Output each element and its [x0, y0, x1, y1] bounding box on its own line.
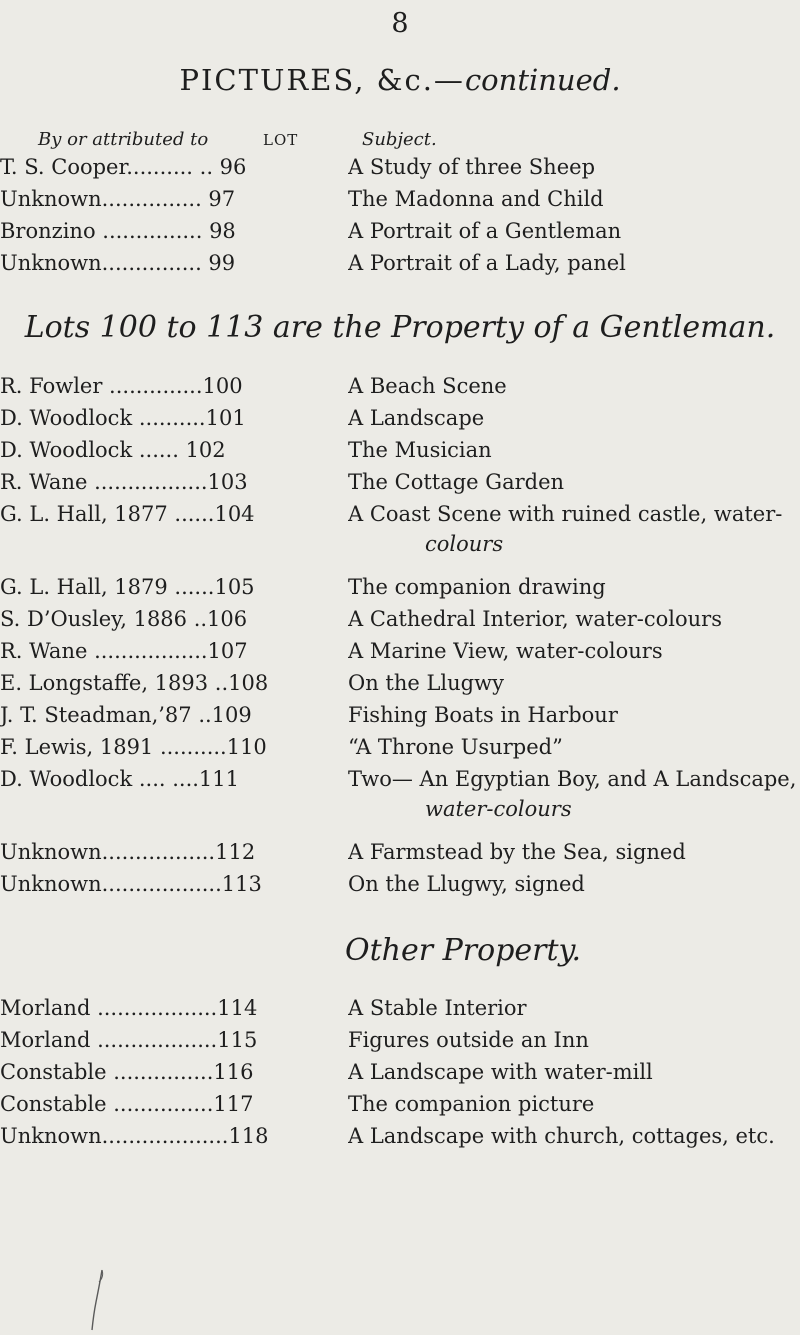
lot-row: [0, 1090, 800, 1118]
lot-artist: F. Lewis, 1891 ..........110: [0, 735, 267, 759]
page-number: 8: [391, 8, 409, 39]
lot-row: [0, 404, 800, 432]
lot-subject: A Portrait of a Lady, panel: [348, 251, 626, 275]
page-title: [0, 60, 800, 100]
lot-row: [0, 765, 800, 793]
lot-row: [0, 436, 800, 464]
lot-artist: S. D’Ousley, 1886 ..106: [0, 607, 248, 631]
lot-subject: A Cathedral Interior, water-colours: [348, 607, 722, 631]
lot-subject: A Portrait of a Gentleman: [348, 219, 622, 243]
lot-subject: The Musician: [348, 438, 492, 462]
lot-row: [0, 838, 800, 866]
lot-row: [0, 1026, 800, 1054]
section-heading-other-property: Other Property.: [345, 933, 582, 968]
lot-row: [0, 870, 800, 898]
lot-row: [0, 637, 800, 665]
lot-row: [0, 733, 800, 761]
lot-artist: Unknown............... 97: [0, 187, 236, 211]
lot-artist: Unknown...................118: [0, 1124, 269, 1148]
lot-subject: Figures outside an Inn: [348, 1028, 589, 1052]
lot-row: [0, 669, 800, 697]
lot-subject-continued: colours: [425, 532, 504, 556]
lot-subject: A Landscape with church, cottages, etc.: [348, 1124, 775, 1148]
lot-row: [0, 153, 800, 181]
lot-row: [0, 372, 800, 400]
lot-subject: A Stable Interior: [348, 996, 527, 1020]
lot-artist: E. Longstaffe, 1893 ..108: [0, 671, 269, 695]
lot-subject: On the Llugwy, signed: [348, 872, 585, 896]
lot-row: [0, 573, 800, 601]
lot-subject: A Beach Scene: [348, 374, 507, 398]
lot-artist: D. Woodlock ..........101: [0, 406, 246, 430]
section-heading-gentleman: Lots 100 to 113 are the Property of a Gentleman.: [24, 310, 776, 345]
lot-artist: G. L. Hall, 1879 ......105: [0, 575, 255, 599]
lot-row: [0, 249, 800, 277]
lot-artist: Unknown............... 99: [0, 251, 236, 275]
lot-subject: On the Llugwy: [348, 671, 504, 695]
subject-column-header: Subject.: [362, 129, 437, 150]
lot-subject: A Farmstead by the Sea, signed: [348, 840, 686, 864]
lot-subject: The companion drawing: [348, 575, 606, 599]
lot-artist: J. T. Steadman,’87 ..109: [0, 703, 252, 727]
lot-subject: “A Throne Usurped”: [348, 735, 563, 759]
lot-artist: Morland ..................114: [0, 996, 258, 1020]
lot-artist: D. Woodlock .... ....111: [0, 767, 240, 791]
lot-subject: Fishing Boats in Harbour: [348, 703, 618, 727]
lot-artist: R. Wane .................107: [0, 639, 248, 663]
lot-row: [0, 1058, 800, 1086]
lot-row: [0, 468, 800, 496]
lot-artist: G. L. Hall, 1877 ......104: [0, 502, 255, 526]
lot-column-header: LOT: [263, 131, 299, 149]
lot-subject: The companion picture: [348, 1092, 595, 1116]
lot-subject: A Landscape with water-mill: [348, 1060, 653, 1084]
lot-artist: Constable ...............116: [0, 1060, 254, 1084]
lot-subject: The Cottage Garden: [348, 470, 565, 494]
lot-row: [0, 500, 800, 528]
page-title-continued: continued.: [464, 63, 621, 97]
lot-artist: R. Fowler ..............100: [0, 374, 243, 398]
lot-subject: A Landscape: [348, 406, 485, 430]
lot-row: [0, 185, 800, 213]
lot-subject: A Marine View, water-colours: [348, 639, 663, 663]
lot-row: [0, 605, 800, 633]
pen-mark-icon: [88, 1268, 110, 1332]
artist-column-header: By or attributed to: [38, 129, 209, 150]
lot-artist: R. Wane .................103: [0, 470, 248, 494]
lot-row: [0, 994, 800, 1022]
lot-row: [0, 217, 800, 245]
lot-subject: The Madonna and Child: [348, 187, 604, 211]
lot-artist: Morland ..................115: [0, 1028, 258, 1052]
lot-artist: Constable ...............117: [0, 1092, 254, 1116]
lot-artist: Unknown.................112: [0, 840, 256, 864]
lot-artist: Bronzino ............... 98: [0, 219, 236, 243]
lot-subject: A Study of three Sheep: [348, 155, 596, 179]
page-title-main: PICTURES, &c.—: [179, 63, 465, 97]
lot-subject-continued: water-colours: [425, 797, 572, 821]
lot-artist: T. S. Cooper.......... .. 96: [0, 155, 247, 179]
lot-row: [0, 1122, 800, 1150]
lot-row: [0, 701, 800, 729]
lot-artist: Unknown..................113: [0, 872, 262, 896]
lot-subject: A Coast Scene with ruined castle, water-: [348, 502, 783, 526]
lot-subject: Two— An Egyptian Boy, and A Landscape,: [348, 767, 796, 791]
lot-artist: D. Woodlock ...... 102: [0, 438, 226, 462]
